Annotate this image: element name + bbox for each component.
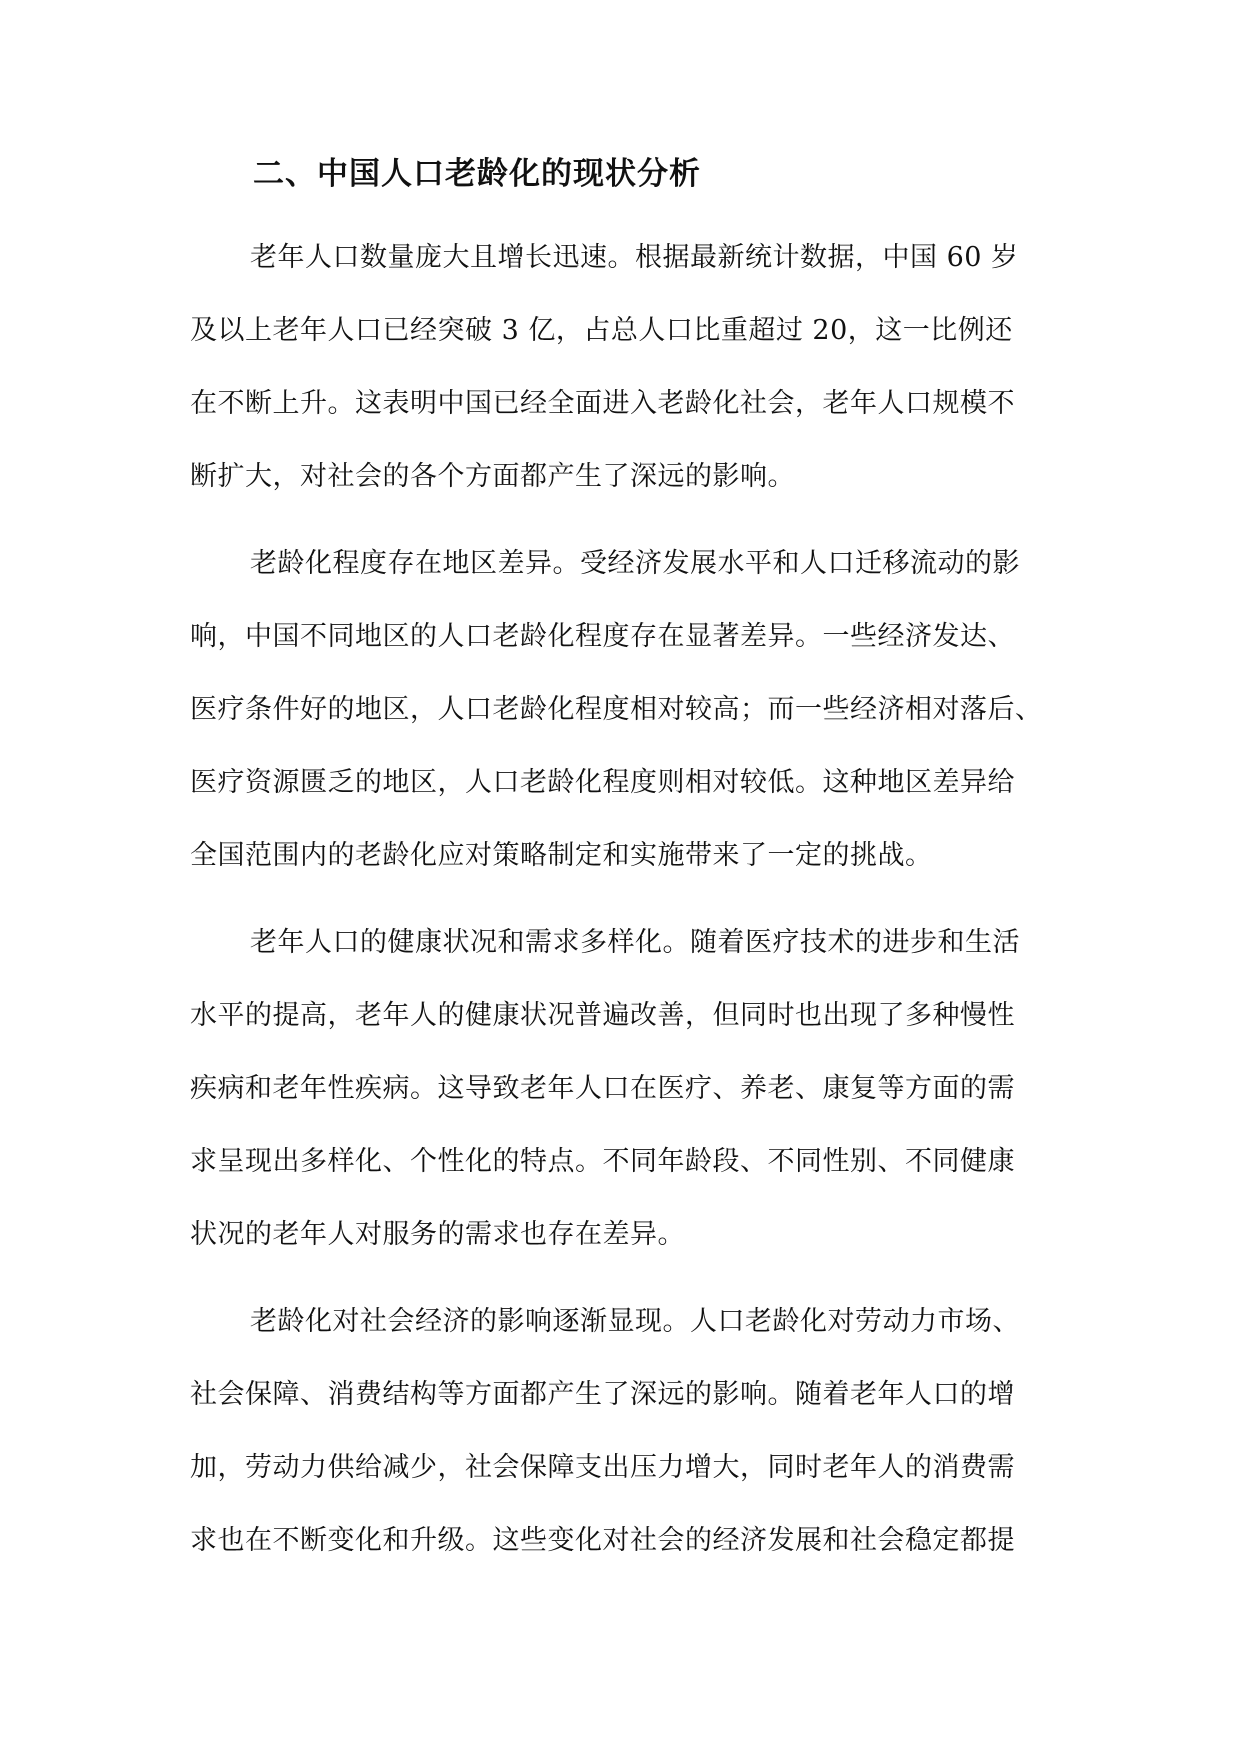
text-line: 在不断上升。这表明中国已经全面进入老龄化社会，老年人口规模不 bbox=[190, 388, 1015, 419]
text-line: 老年人口的健康状况和需求多样化。随着医疗技术的进步和生活 bbox=[250, 927, 1020, 958]
text-line: 求呈现出多样化、个性化的特点。不同年龄段、不同性别、不同健康 bbox=[190, 1146, 1015, 1177]
text-line: 疾病和老年性疾病。这导致老年人口在医疗、养老、康复等方面的需 bbox=[190, 1073, 1015, 1104]
text-line: 社会保障、消费结构等方面都产生了深远的影响。随着老年人口的增 bbox=[190, 1379, 1015, 1410]
text-line: 断扩大，对社会的各个方面都产生了深远的影响。 bbox=[190, 461, 795, 492]
text-line: 状况的老年人对服务的需求也存在差异。 bbox=[190, 1219, 685, 1250]
section-heading: 二、中国人口老龄化的现状分析 bbox=[253, 156, 701, 192]
text-line: 及以上老年人口已经突破 3 亿，占总人口比重超过 20，这一比例还 bbox=[190, 315, 1013, 346]
text-line: 求也在不断变化和升级。这些变化对社会的经济发展和社会稳定都提 bbox=[190, 1525, 1015, 1556]
text-line: 全国范围内的老龄化应对策略制定和实施带来了一定的挑战。 bbox=[190, 840, 933, 871]
text-line: 老龄化程度存在地区差异。受经济发展水平和人口迁移流动的影 bbox=[250, 548, 1020, 579]
text-line: 医疗资源匮乏的地区，人口老龄化程度则相对较低。这种地区差异给 bbox=[190, 767, 1015, 798]
text-line: 水平的提高，老年人的健康状况普遍改善，但同时也出现了多种慢性 bbox=[190, 1000, 1015, 1031]
text-line: 响，中国不同地区的人口老龄化程度存在显著差异。一些经济发达、 bbox=[190, 621, 1015, 652]
text-line: 老龄化对社会经济的影响逐渐显现。人口老龄化对劳动力市场、 bbox=[250, 1306, 1020, 1337]
text-line: 老年人口数量庞大且增长迅速。根据最新统计数据，中国 60 岁 bbox=[250, 242, 1019, 273]
text-line: 加，劳动力供给减少，社会保障支出压力增大，同时老年人的消费需 bbox=[190, 1452, 1015, 1483]
text-line: 医疗条件好的地区，人口老龄化程度相对较高；而一些经济相对落后、 bbox=[190, 694, 1043, 725]
